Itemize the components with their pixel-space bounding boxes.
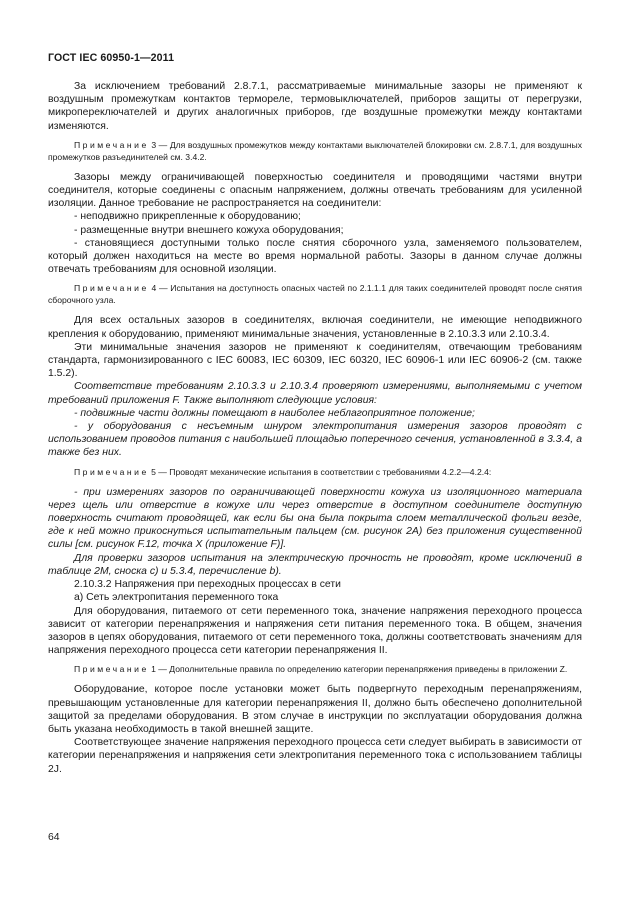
note-text: 3 — Для воздушных промежутков между контактами выключателей блокировки см. 2.8.7.1, для воздушных промежутков разъединителей см. 3.4.2. (48, 139, 582, 162)
list-item-italic: - при измерениях зазоров по ограничивающей поверхности кожуха из изоляционного материала через щель или отверстие в кожухе или через отверстие в доступном соединителе доступную поверхность считают проводящей, как если бы она была покрыта слоем металлической фольги везде, где к ней можно прикоснуться испытательным пальцем (см. рисунок 2А) без приложения существенной силы [см. рисунок F.12, точка X (приложение F)]. (48, 486, 582, 551)
note-text: 1 — Дополнительные правила по определению категории перенапряжения приведены в приложении Z. (151, 664, 568, 675)
page-number: 64 (48, 832, 60, 843)
paragraph-italic: Соответствие требованиям 2.10.3.3 и 2.10.3.4 проверяют измерениями, выполняемыми с учетом требований приложения F. Также выполняют следующие условия: (48, 381, 582, 406)
note-label: Примечание (74, 139, 149, 150)
note (48, 282, 582, 306)
paragraph-italic: Для проверки зазоров испытания на электрическую прочность не проводят, кроме исключений в таблице 2М, сноска с) и 5.3.4, перечисление b). (48, 552, 582, 577)
paragraph: Оборудование, которое после установки может быть подвергнуто переходным перенапряжениям, превышающим установленные для категории перенапряжения II, должно быть обеспечено дополнительной защитой за пределами оборудования. В этом случае в инструкции по эксплуатации оборудования должна быть указана необходимость в такой внешней защите. (48, 684, 582, 735)
note (48, 663, 582, 675)
paragraph: Зазоры между ограничивающей поверхностью соединителя и проводящими частями внутри соединителя, которые соединены с опасным напряжением, должны отвечать требованиям для усиленной изоляции. Данное требование не распространяется на соединители: (48, 171, 582, 210)
paragraph: Для всех остальных зазоров в соединителях, включая соединители, не имеющие неподвижного крепления к оборудованию, применяют минимальные значения, установленные в 2.10.3.3 или 2.10.3.4. (48, 315, 582, 340)
paragraph: Для оборудования, питаемого от сети переменного тока, значение напряжения переходного процесса зависит от категории перенапряжения и напряжения сети питания переменного тока. В общем, значения зазоров в цепях оборудования, питаемого от сети переменного тока, должны соответствовать значениям для напряжения переходного процесса сети категории перенапряжения II. (48, 605, 582, 657)
list-item-italic: - подвижные части должны помещают в наиболее неблагоприятное положение; (74, 407, 475, 419)
note-text: 4 — Испытания на доступность опасных частей по 2.1.1.1 для таких соединителей проводят после снятия сборочного узла. (48, 283, 583, 306)
note (48, 466, 582, 478)
note-label: Примечание (74, 283, 149, 294)
note-text: 5 — Проводят механические испытания в соответствии с требованиями 4.2.2—4.2.4: (151, 466, 492, 477)
note-label: Примечание (74, 466, 149, 477)
document-header: ГОСТ IEC 60950-1—2011 (48, 52, 175, 64)
paragraph: Эти минимальные значения зазоров не применяют к соединителям, отвечающим требованиям стандарта, гармонизированного с IEC 60083, IEC 60309, IEC 60320, IEC 60906-1 или IEC 60906-2 (см. также 1.5.2). (48, 341, 582, 380)
paragraph: Соответствующее значение напряжения переходного процесса сети следует выбирать в зависимости от категории перенапряжения и напряжения сети электропитания переменного тока с использованием таблицы 2J. (48, 737, 582, 775)
note-label: Примечание (74, 664, 149, 675)
paragraph: За исключением требований 2.8.7.1, рассматриваемые минимальные зазоры не применяют к воздушным промежуткам контактов термореле, термовыключателей, приборов защиты от перегрузки, микропереключателей и других аналогичных приборов, где воздушные промежутки между контактами изменяются. (48, 81, 582, 132)
section-heading: 2.10.3.2 Напряжения при переходных процессах в сети (74, 579, 341, 591)
list-item: - размещенные внутри внешнего кожуха оборудования; (74, 224, 344, 236)
subsection-heading: а) Сеть электропитания переменного тока (74, 592, 279, 604)
list-item-italic: - у оборудования с несъемным шнуром электропитания измерения зазоров проводят с использованием проводов питания с наибольшей площадью поперечного сечения, установленной в 3.3.4, а также без них. (48, 421, 582, 459)
list-item: - становящиеся доступными только после снятия сборочного узла, заменяемого пользователем, который должен находиться на месте во время нормальной работы. Зазоры в данном случае должны отвечать требованиям для основной изоляции. (48, 237, 582, 276)
list-item: - неподвижно прикрепленные к оборудованию; (74, 211, 301, 223)
note (48, 139, 582, 163)
document-body (48, 80, 582, 776)
